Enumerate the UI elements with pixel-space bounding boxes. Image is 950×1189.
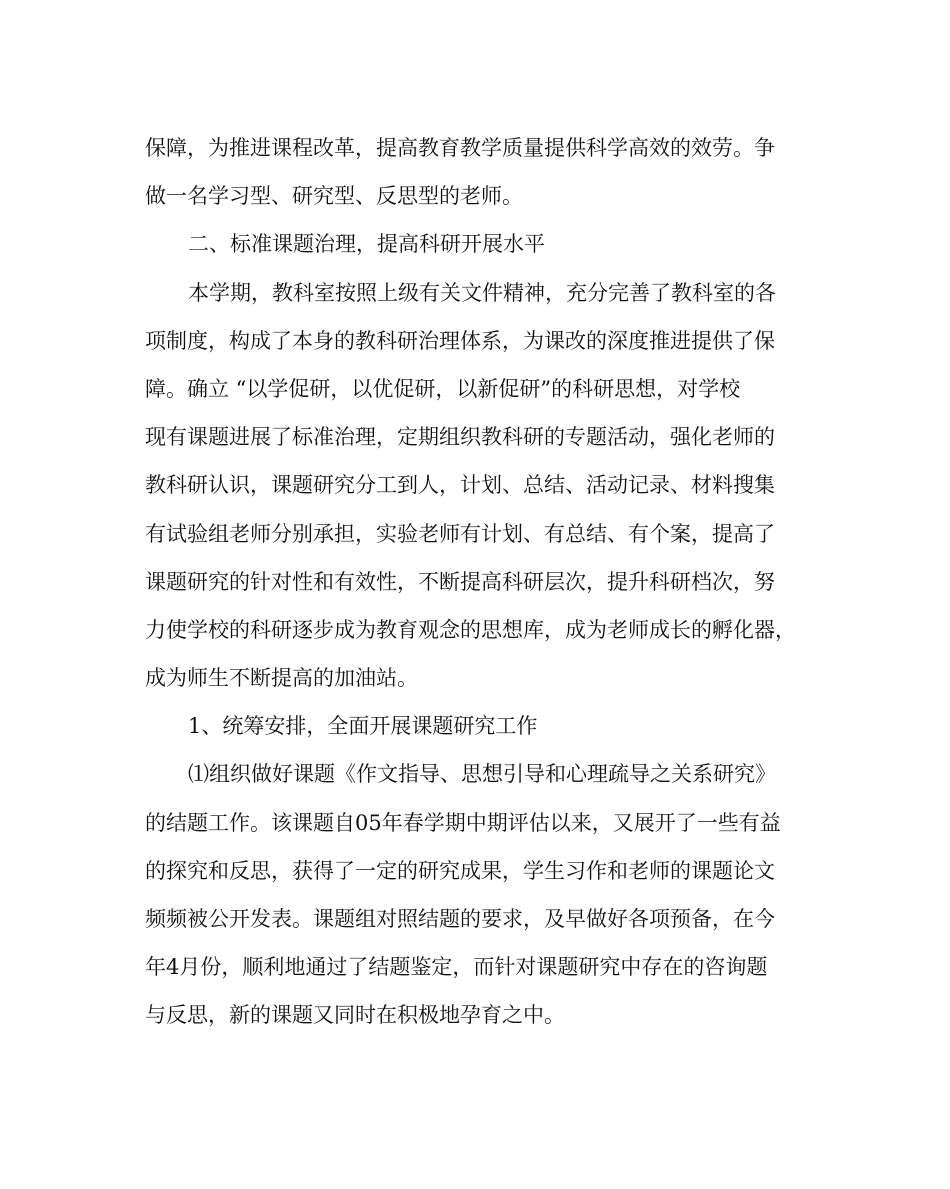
text-line: 的结题工作。该课题自05年春学期中期评估以来，又展开了一些有益 — [145, 810, 781, 835]
text-line: 做一名学习型、研究型、反思型的老师。 — [145, 184, 523, 209]
text-line: 成为师生不断提高的加油站。 — [145, 666, 418, 691]
document-body — [145, 124, 825, 1040]
text-line: 的探究和反思，获得了一定的研究成果，学生习作和老师的课题论文 — [145, 858, 775, 883]
text-line: 年4月份，顺利地通过了结题鉴定，而针对课题研究中存在的咨询题 — [145, 955, 768, 980]
text-line: 二、标准课题治理，提高科研开展水平 — [188, 232, 545, 257]
text-line: 与反思，新的课题又同时在积极地孕育之中。 — [145, 1003, 565, 1028]
text-line: 保障，为推进课程改革，提高教育教学质量提供科学高效的效劳。争 — [145, 136, 775, 160]
text-line: 项制度，构成了本身的教科研治理体系，为课改的深度推进提供了保 — [145, 328, 775, 353]
text-line: 1、统筹安排，全面开展课题研究工作 — [188, 714, 538, 739]
text-line: 现有课题进展了标准治理，定期组织教科研的专题活动，强化老师的 — [145, 425, 775, 450]
text-line: 本学期，教科室按照上级有关文件精神，充分完善了教科室的各 — [188, 280, 776, 305]
text-line: 课题研究的针对性和有效性，不断提高科研层次，提升科研档次，努 — [145, 569, 775, 594]
text-line: 教科研认识，课题研究分工到人，计划、总结、活动记录、材料搜集 — [145, 473, 775, 498]
text-line: ⑴组织做好课题《作文指导、思想引导和心理疏导之关系研究》 — [188, 762, 776, 787]
text-line: 频频被公开发表。课题组对照结题的要求，及早做好各项预备，在今 — [145, 907, 775, 931]
text-line: 有试验组老师分别承担，实验老师有计划、有总结、有个案，提高了 — [145, 521, 775, 546]
text-line: 障。确立 “以学促研，以优促研，以新促研”的科研思想，对学校 — [145, 376, 741, 401]
text-line: 力使学校的科研逐步成为教育观念的思想库，成为老师成长的孵化器， — [145, 617, 796, 642]
